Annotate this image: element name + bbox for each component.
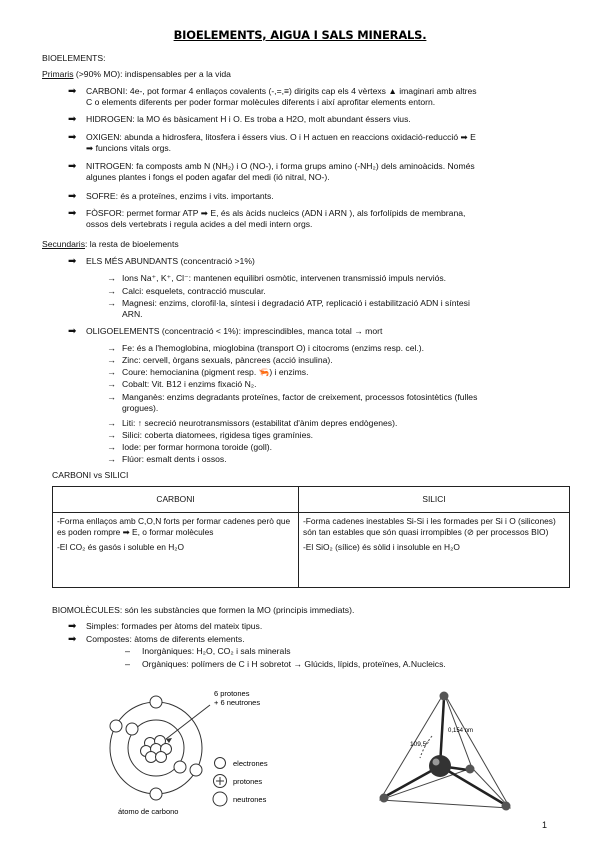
tetrahedron-edges	[380, 693, 510, 808]
bond-length-label: 0,154 nm	[448, 728, 474, 734]
page-number: 1	[542, 820, 548, 830]
primaris-desc: (>90% MO): indispensables per a la vida	[73, 69, 231, 79]
item-line: ossos dels vertebrats i regula acides a del medi intern orgs.	[86, 219, 313, 230]
arrow-bullet-icon: ➡	[68, 161, 77, 172]
table-row	[53, 513, 570, 588]
list-item	[86, 208, 566, 230]
arrow-right-icon: →	[107, 273, 116, 283]
item-line: C o elements diferents per poder formar molècules diferents i així aprofitar elements entorn.	[86, 97, 436, 108]
abundants-heading: ELS MÉS ABUNDANTS (concentració >1%)	[86, 256, 255, 266]
page-title: BIOELEMENTS, AIGUA I SALS MINERALS.	[173, 28, 427, 42]
list-item	[122, 430, 562, 441]
table-header-row	[53, 487, 570, 513]
list-item: Inorgàniques: H₂O, CO₂ i sals minerals	[142, 646, 291, 656]
bond-lines	[386, 698, 504, 804]
carbon-atom-highlight	[433, 759, 440, 766]
item-line: HIDROGEN: la MO és bàsicament H i O. Es troba a H2O, molt abundant éssers vius.	[86, 114, 411, 124]
list-item	[122, 392, 562, 414]
list-item	[122, 298, 562, 320]
item-line: algunes plantes i fongs el poden agafar del medi (ió nitral, NO-).	[86, 172, 330, 183]
item-line: ARN.	[122, 309, 143, 320]
item-line: Fe: és a l'hemoglobina, mioglobina (transport O) i citocroms (enzims resp. cel.).	[122, 343, 425, 353]
legend-neutrons: neutrones	[233, 795, 267, 804]
carbon-atom	[429, 755, 451, 777]
secundaris-line	[42, 239, 179, 250]
cell-paragraph: -El CO₂ és gasós i soluble en H₂O	[57, 541, 185, 552]
arrow-right-icon: →	[107, 442, 116, 452]
biomolecules-label: BIOMOLÈCULES	[52, 605, 120, 615]
bioelements-heading: BIOELEMENTS:	[42, 53, 106, 63]
item-line: Silici: coberta diatomees, rigidesa tiges gramínies.	[122, 430, 314, 440]
carbon-tetrahedron-diagram	[372, 688, 532, 823]
cell-paragraph: -Forma cadenes inestables Si-Si i les formades per Si i O (silicones) són tan estables que són quasi irrompibles (⊘ per processos BIO)	[303, 516, 556, 537]
item-line: Cobalt: Vit. B12 i enzims fixació N₂.	[122, 379, 257, 389]
secundaris-label: Secundaris	[42, 239, 85, 249]
electron-legend-icon	[215, 758, 226, 769]
hydrogen-atom	[502, 802, 511, 811]
item-line: Coure: hemocianina (pigment resp. 🦐) i enzims.	[122, 367, 309, 377]
item-line: Flúor: esmalt dents i ossos.	[122, 454, 227, 464]
arrow-right-icon: →	[107, 355, 116, 365]
arrow-bullet-icon: ➡	[68, 326, 77, 337]
item-line: CARBONI: 4e-, pot formar 4 enllaços covalents (-,=,≡) dirigits cap els 4 vèrtexs ▲ imaginari amb altres	[86, 86, 477, 96]
cell-paragraph: -El SiO₂ (sílice) és sòlid i insoluble en H₂O	[303, 541, 460, 552]
table-header-carboni: CARBONI	[53, 487, 299, 513]
list-item	[122, 367, 562, 378]
arrow-right-icon: →	[107, 367, 116, 377]
hydrogen-atom	[380, 794, 389, 803]
list-item	[122, 454, 562, 465]
dash-bullet: –	[125, 659, 131, 669]
arrow-right-icon: →	[107, 418, 116, 428]
list-item	[122, 442, 562, 453]
item-line: Liti: ↑ secreció neurotransmissors (estabilitat d'ànim depres endògenes).	[122, 418, 398, 428]
protons-count-label: 6 protones	[214, 689, 250, 698]
list-item	[122, 379, 562, 390]
list-item	[86, 86, 566, 108]
arrow-bullet-icon: ➡	[68, 191, 77, 202]
item-line: Iode: per formar hormona toroide (goll).	[122, 442, 272, 452]
comparison-table	[52, 486, 570, 588]
item-line: FÒSFOR: permet formar ATP ➡ E, és als àcids nucleics (ADN i ARN ), als forfolípids de membrana,	[86, 208, 466, 218]
table-header-silici: SILICI	[299, 487, 570, 513]
list-item	[86, 161, 566, 183]
table-cell-carboni	[53, 513, 299, 588]
list-item: Orgàniques: polímers de C i H sobretot → Glúcids, lípids, proteïnes, A.Nucleics.	[142, 659, 446, 669]
arrow-bullet-icon: ➡	[68, 256, 77, 267]
legend-protons: protones	[233, 777, 263, 786]
item-line: Magnesi: enzims, clorofil·la, síntesi i degradació ATP, replicació i estabilització ADN i síntesi	[122, 298, 470, 308]
table-cell-silici	[299, 513, 570, 588]
list-item	[86, 191, 566, 202]
arrow-bullet-icon: ➡	[68, 208, 77, 219]
item-line: ➡ funcions vitals orgs.	[86, 143, 172, 154]
hydrogen-atom	[440, 692, 449, 701]
biomolecules-desc: : són les substàncies que formen la MO (principis immediats).	[119, 605, 355, 615]
arrow-right-icon: →	[107, 286, 116, 296]
list-item: Compostes: àtoms de diferents elements.	[86, 634, 245, 644]
arrow-right-icon: →	[107, 298, 116, 308]
list-item	[86, 114, 566, 125]
arrow-bullet-icon: ➡	[68, 86, 77, 97]
pointer-line	[166, 705, 210, 739]
biomolecules-intro	[52, 605, 354, 616]
list-item	[122, 355, 562, 366]
item-line: Zinc: cervell, òrgans sexuals, pàncrees (acció insulina).	[122, 355, 333, 365]
oligo-heading: OLIGOELEMENTS (concentració < 1%): imprescindibles, manca total → mort	[86, 326, 383, 336]
secundaris-desc: : la resta de bioelements	[85, 239, 179, 249]
arrow-bullet-icon: ➡	[68, 621, 77, 632]
item-line: Calci: esquelets, contracció muscular.	[122, 286, 266, 296]
legend-electrons: electrones	[233, 759, 268, 768]
list-item	[122, 286, 562, 297]
list-item	[86, 132, 566, 154]
item-line: grogues).	[122, 403, 159, 414]
arrow-right-icon: →	[107, 392, 116, 402]
list-item	[122, 343, 562, 354]
arrow-right-icon: →	[107, 343, 116, 353]
bond-angle-label: 109,5°	[410, 741, 429, 748]
arrow-bullet-icon: ➡	[68, 132, 77, 143]
arrow-right-icon: →	[107, 454, 116, 464]
arrow-bullet-icon: ➡	[68, 634, 77, 645]
list-item	[122, 273, 562, 284]
item-line: OXIGEN: abunda a hidrosfera, litosfera i éssers vius. O i H actuen en reaccions oxidació-reducció ➡ E	[86, 132, 476, 142]
table-caption: CARBONI vs SILICI	[52, 470, 129, 480]
item-line: Manganès: enzims degradants proteïnes, factor de creixement, processos fotosintètics (fulles	[122, 392, 478, 402]
neutrons-count-label: + 6 neutrones	[214, 698, 261, 707]
arrow-right-icon: →	[107, 379, 116, 389]
arrow-right-icon: →	[107, 430, 116, 440]
list-item	[122, 418, 562, 429]
neutron-legend-icon	[213, 792, 227, 806]
arrow-bullet-icon: ➡	[68, 114, 77, 125]
dash-bullet: –	[125, 646, 131, 656]
item-line: SOFRE: és a proteïnes, enzims i vits. importants.	[86, 191, 274, 201]
hydrogen-atom	[466, 765, 475, 774]
item-line: NITROGEN: fa composts amb N (NH₂) i O (NO-), i forma grups amino (-NH₂) dels aminoàcids. Només	[86, 161, 475, 171]
primaris-label: Primaris	[42, 69, 74, 79]
primaris-line	[42, 69, 231, 80]
cell-paragraph: -Forma enllaços amb C,O,N forts per formar cadenes però que es poden rompre ➡ E, o formar molècules	[57, 516, 291, 537]
item-line: Ions Na⁺, K⁺, Cl⁻: mantenen equilibri osmòtic, intervenen transmissió impuls nerviós.	[122, 273, 447, 283]
list-item: Simples: formades per àtoms del mateix tipus.	[86, 621, 263, 631]
atom-caption: átomo de carbono	[118, 807, 179, 816]
carbon-atom-diagram	[98, 683, 298, 818]
